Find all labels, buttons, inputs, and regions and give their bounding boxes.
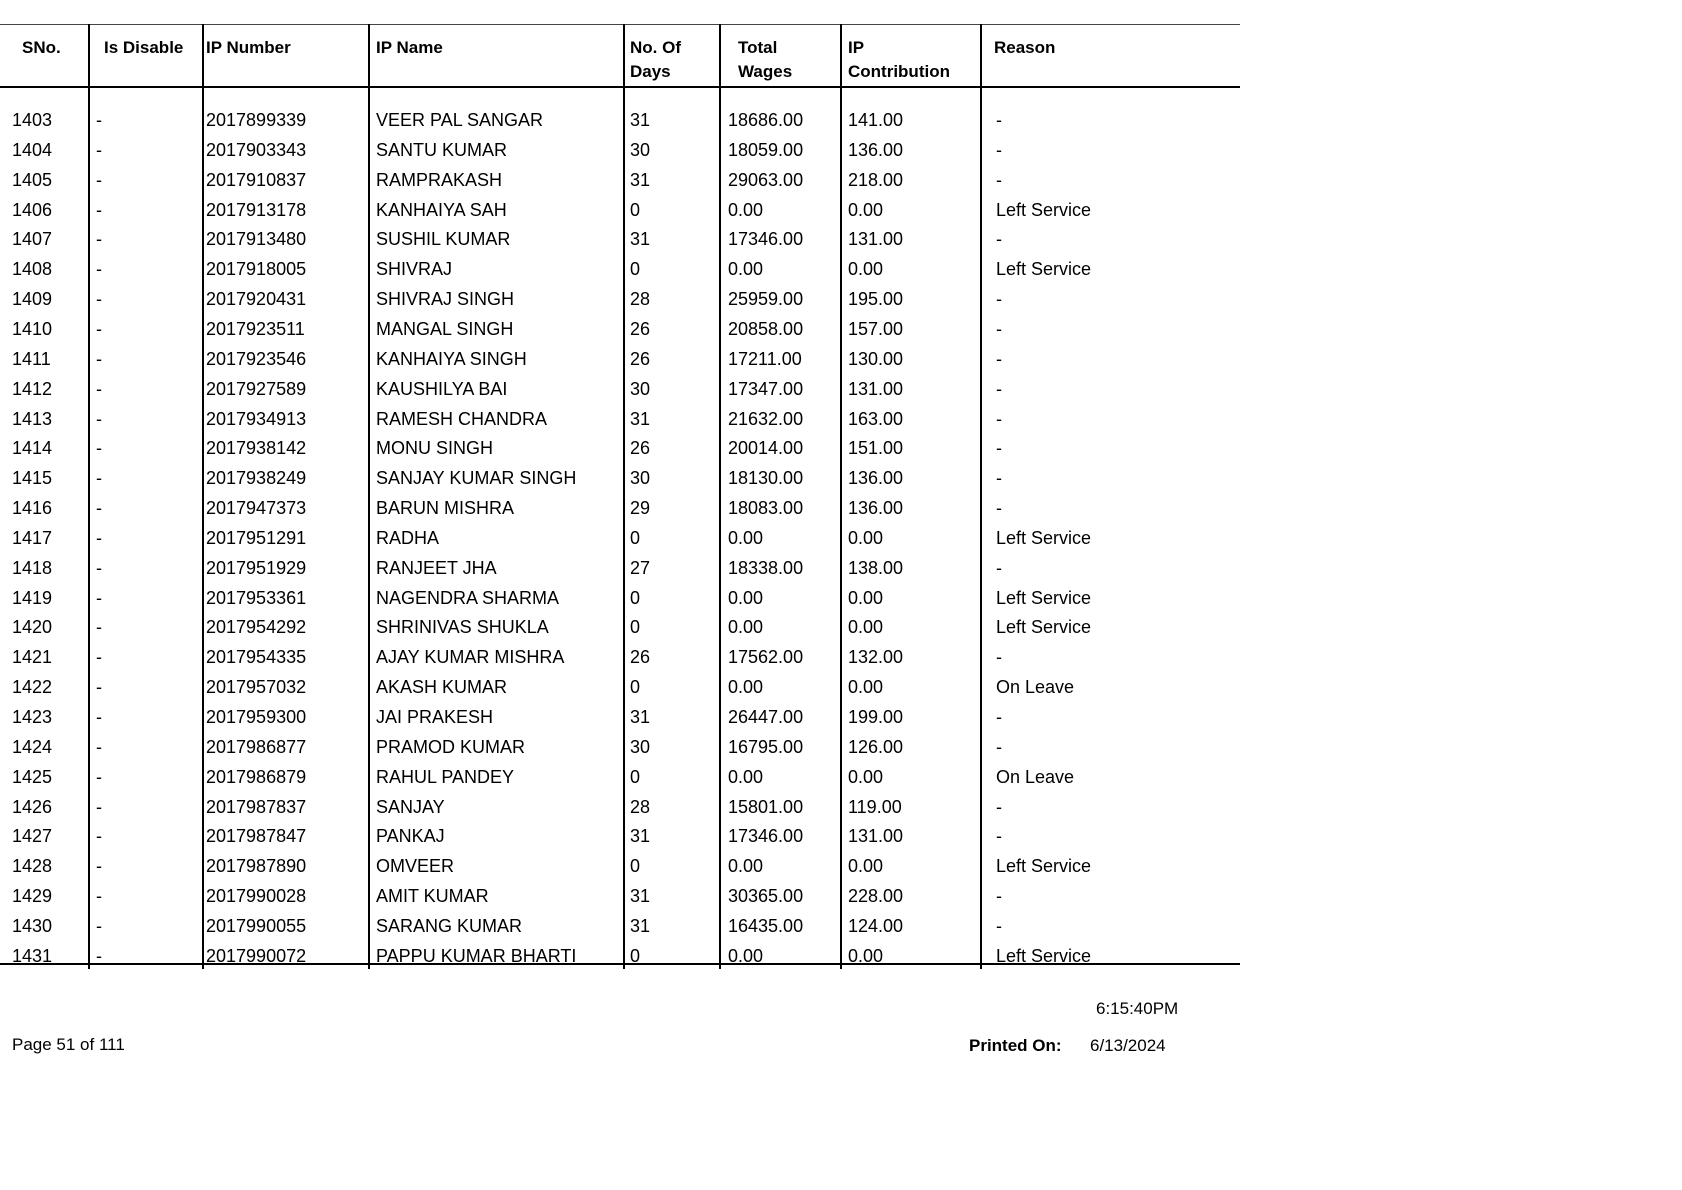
cell-reason: Left Service xyxy=(996,527,1092,548)
cell-ip-name: SHIVRAJ SINGH xyxy=(376,289,515,310)
cell-reason: - xyxy=(996,915,1002,936)
table-row xyxy=(0,523,1240,553)
cell-ip-name: SANTU KUMAR xyxy=(376,139,508,160)
table-row xyxy=(0,732,1240,762)
cell-wages: 17562.00 xyxy=(728,647,804,668)
cell-contribution: 136.00 xyxy=(848,139,904,160)
cell-days: 28 xyxy=(630,796,651,817)
cell-reason: Left Service xyxy=(996,199,1092,220)
cell-contribution: 119.00 xyxy=(848,796,902,817)
table-row xyxy=(0,941,1240,971)
cell-is-disable: - xyxy=(96,438,102,459)
cell-is-disable: - xyxy=(96,945,102,966)
cell-wages: 0.00 xyxy=(728,587,764,608)
cell-contribution: 132.00 xyxy=(848,647,904,668)
contribution-report-table xyxy=(0,24,1240,964)
cell-wages: 17346.00 xyxy=(728,826,804,847)
cell-sno: 1417 xyxy=(12,527,53,548)
cell-is-disable: - xyxy=(96,468,102,489)
cell-is-disable: - xyxy=(96,259,102,280)
page-number: Page 51 of 111 xyxy=(12,1035,125,1054)
cell-days: 0 xyxy=(630,617,641,638)
cell-days: 0 xyxy=(630,199,641,220)
cell-is-disable: - xyxy=(96,139,102,160)
cell-ip-number: 2017918005 xyxy=(206,259,307,280)
cell-wages: 16795.00 xyxy=(728,736,804,757)
cell-ip-name: RADHA xyxy=(376,527,440,548)
cell-days: 31 xyxy=(630,707,651,727)
cell-contribution: 136.00 xyxy=(848,468,904,489)
cell-wages: 17347.00 xyxy=(728,378,804,399)
cell-wages: 18083.00 xyxy=(728,498,804,519)
cell-wages: 0.00 xyxy=(728,945,764,966)
cell-ip-number: 2017938142 xyxy=(206,438,307,459)
cell-ip-number: 2017899339 xyxy=(206,110,307,130)
cell-contribution: 0.00 xyxy=(848,617,884,638)
cell-ip-name: RAHUL PANDEY xyxy=(376,766,515,787)
cell-ip-name: VEER PAL SANGAR xyxy=(376,110,544,130)
cell-is-disable: - xyxy=(96,707,102,727)
cell-ip-name: SANJAY KUMAR SINGH xyxy=(376,468,577,489)
cell-days: 31 xyxy=(630,169,651,190)
cell-days: 28 xyxy=(630,289,651,310)
cell-is-disable: - xyxy=(96,736,102,757)
cell-reason: Left Service xyxy=(996,587,1092,608)
cell-sno: 1420 xyxy=(12,617,53,638)
cell-ip-name: MONU SINGH xyxy=(376,438,493,459)
cell-sno: 1408 xyxy=(12,259,53,280)
table-top-rule xyxy=(0,24,1240,25)
cell-wages: 18059.00 xyxy=(728,139,804,160)
cell-contribution: 0.00 xyxy=(848,677,884,698)
table-row xyxy=(0,851,1240,881)
cell-ip-number: 2017934913 xyxy=(206,408,307,429)
cell-sno: 1415 xyxy=(12,468,53,489)
cell-ip-name: RAMPRAKASH xyxy=(376,169,503,190)
header-days-line2: Days xyxy=(630,62,671,81)
cell-ip-number: 2017959300 xyxy=(206,707,307,727)
cell-is-disable: - xyxy=(96,527,102,548)
cell-days: 0 xyxy=(630,766,641,787)
table-row xyxy=(0,583,1240,613)
cell-ip-name: RAMESH CHANDRA xyxy=(376,408,548,429)
cell-contribution: 218.00 xyxy=(848,169,904,190)
cell-is-disable: - xyxy=(96,766,102,787)
cell-reason: - xyxy=(996,468,1002,489)
cell-ip-number: 2017954335 xyxy=(206,647,307,668)
table-row xyxy=(0,284,1240,314)
cell-days: 30 xyxy=(630,139,651,160)
header-days-line1: No. Of xyxy=(630,38,681,57)
printed-on-label: Printed On: xyxy=(969,1036,1062,1055)
cell-reason: - xyxy=(996,318,1002,339)
table-row xyxy=(0,642,1240,672)
cell-is-disable: - xyxy=(96,199,102,220)
cell-reason: - xyxy=(996,408,1002,429)
cell-sno: 1430 xyxy=(12,915,53,936)
cell-wages: 17346.00 xyxy=(728,229,804,250)
cell-sno: 1410 xyxy=(12,318,53,339)
cell-sno: 1403 xyxy=(12,110,53,130)
cell-sno: 1411 xyxy=(12,348,51,369)
table-row xyxy=(0,105,1240,135)
printed-on-date: 6/13/2024 xyxy=(1090,1036,1166,1055)
cell-ip-number: 2017903343 xyxy=(206,139,307,160)
cell-ip-name: PANKAJ xyxy=(376,826,445,847)
print-time: 6:15:40PM xyxy=(1096,999,1179,1018)
cell-ip-name: KANHAIYA SAH xyxy=(376,199,507,220)
cell-ip-name: AKASH KUMAR xyxy=(376,677,508,698)
table-row xyxy=(0,612,1240,642)
cell-ip-number: 2017947373 xyxy=(206,498,307,519)
cell-is-disable: - xyxy=(96,348,102,369)
cell-sno: 1429 xyxy=(12,886,53,907)
cell-is-disable: - xyxy=(96,110,102,130)
cell-days: 26 xyxy=(630,348,651,369)
cell-reason: - xyxy=(996,498,1002,519)
cell-sno: 1404 xyxy=(12,139,53,160)
header-wages-line2: Wages xyxy=(738,62,793,81)
cell-contribution: 0.00 xyxy=(848,856,884,877)
cell-wages: 0.00 xyxy=(728,617,764,638)
cell-contribution: 0.00 xyxy=(848,766,884,787)
cell-ip-name: AMIT KUMAR xyxy=(376,886,489,907)
cell-sno: 1413 xyxy=(12,408,53,429)
cell-reason: - xyxy=(996,348,1002,369)
cell-reason: - xyxy=(996,707,1002,727)
cell-contribution: 131.00 xyxy=(848,229,904,250)
cell-ip-number: 2017938249 xyxy=(206,468,307,489)
cell-reason: Left Service xyxy=(996,856,1092,877)
cell-ip-number: 2017951291 xyxy=(206,527,307,548)
cell-reason: - xyxy=(996,736,1002,757)
cell-reason: - xyxy=(996,139,1002,160)
cell-ip-number: 2017913480 xyxy=(206,229,307,250)
cell-wages: 20858.00 xyxy=(728,318,804,339)
cell-ip-number: 2017927589 xyxy=(206,378,307,399)
cell-days: 0 xyxy=(630,856,641,877)
cell-sno: 1414 xyxy=(12,438,53,459)
table-row xyxy=(0,762,1240,792)
table-row xyxy=(0,792,1240,822)
cell-contribution: 124.00 xyxy=(848,915,904,936)
cell-ip-name: SARANG KUMAR xyxy=(376,915,523,936)
cell-reason: - xyxy=(996,826,1002,847)
cell-days: 0 xyxy=(630,945,641,966)
table-row xyxy=(0,702,1240,732)
cell-contribution: 0.00 xyxy=(848,587,884,608)
cell-days: 31 xyxy=(630,826,651,847)
table-row xyxy=(0,911,1240,941)
cell-sno: 1426 xyxy=(12,796,53,817)
cell-ip-name: KANHAIYA SINGH xyxy=(376,348,527,369)
cell-wages: 30365.00 xyxy=(728,886,804,907)
cell-days: 31 xyxy=(630,408,651,429)
cell-ip-number: 2017990028 xyxy=(206,886,307,907)
cell-is-disable: - xyxy=(96,915,102,936)
cell-wages: 0.00 xyxy=(728,527,764,548)
table-row xyxy=(0,344,1240,374)
cell-ip-name: MANGAL SINGH xyxy=(376,318,514,339)
cell-ip-name: RANJEET JHA xyxy=(376,557,497,578)
table-row xyxy=(0,553,1240,583)
cell-is-disable: - xyxy=(96,169,102,190)
table-row xyxy=(0,493,1240,523)
cell-contribution: 0.00 xyxy=(848,259,884,280)
cell-is-disable: - xyxy=(96,318,102,339)
cell-sno: 1407 xyxy=(12,229,53,250)
cell-ip-number: 2017987837 xyxy=(206,796,307,817)
cell-contribution: 157.00 xyxy=(848,318,904,339)
cell-reason: - xyxy=(996,169,1002,190)
cell-is-disable: - xyxy=(96,647,102,668)
cell-wages: 0.00 xyxy=(728,856,764,877)
cell-ip-number: 2017987847 xyxy=(206,826,307,847)
cell-ip-number: 2017951929 xyxy=(206,557,307,578)
cell-days: 0 xyxy=(630,527,641,548)
cell-wages: 26447.00 xyxy=(728,707,804,727)
cell-days: 27 xyxy=(630,557,651,578)
cell-ip-name: KAUSHILYA BAI xyxy=(376,378,508,399)
cell-ip-name: PAPPU KUMAR BHARTI xyxy=(376,945,577,966)
header-contribution-line1: IP xyxy=(848,38,865,57)
cell-sno: 1424 xyxy=(12,736,53,757)
cell-days: 30 xyxy=(630,468,651,489)
cell-wages: 18686.00 xyxy=(728,110,804,130)
cell-ip-number: 2017954292 xyxy=(206,617,307,638)
table-row xyxy=(0,135,1240,165)
cell-ip-number: 2017986879 xyxy=(206,766,307,787)
cell-ip-name: OMVEER xyxy=(376,856,455,877)
cell-contribution: 0.00 xyxy=(848,199,884,220)
cell-contribution: 0.00 xyxy=(848,527,884,548)
cell-contribution: 126.00 xyxy=(848,736,904,757)
cell-contribution: 199.00 xyxy=(848,707,904,727)
cell-ip-name: SUSHIL KUMAR xyxy=(376,229,511,250)
header-wages-line1: Total xyxy=(738,38,778,57)
cell-sno: 1419 xyxy=(12,587,53,608)
cell-reason: On Leave xyxy=(996,766,1075,787)
cell-days: 26 xyxy=(630,318,651,339)
table-row xyxy=(0,404,1240,434)
cell-ip-number: 2017957032 xyxy=(206,677,307,698)
cell-ip-name: SHRINIVAS SHUKLA xyxy=(376,617,549,638)
header-ip-name: IP Name xyxy=(376,38,443,57)
cell-sno: 1406 xyxy=(12,199,53,220)
header-rule xyxy=(0,86,1240,88)
cell-is-disable: - xyxy=(96,378,102,399)
cell-is-disable: - xyxy=(96,796,102,817)
cell-is-disable: - xyxy=(96,886,102,907)
cell-wages: 18338.00 xyxy=(728,557,804,578)
table-row xyxy=(0,374,1240,404)
cell-sno: 1421 xyxy=(12,647,53,668)
cell-wages: 0.00 xyxy=(728,677,764,698)
cell-reason: - xyxy=(996,110,1002,130)
cell-wages: 18130.00 xyxy=(728,468,804,489)
cell-sno: 1425 xyxy=(12,766,53,787)
table-row xyxy=(0,463,1240,493)
cell-reason: - xyxy=(996,647,1002,668)
cell-wages: 0.00 xyxy=(728,199,764,220)
cell-ip-number: 2017986877 xyxy=(206,736,307,757)
cell-contribution: 130.00 xyxy=(848,348,904,369)
cell-ip-number: 2017913178 xyxy=(206,199,307,220)
table-row xyxy=(0,165,1240,195)
header-ip-number: IP Number xyxy=(206,38,291,57)
cell-days: 31 xyxy=(630,229,651,250)
cell-reason: Left Service xyxy=(996,945,1092,966)
cell-is-disable: - xyxy=(96,498,102,519)
cell-wages: 16435.00 xyxy=(728,915,804,936)
cell-is-disable: - xyxy=(96,617,102,638)
table-row xyxy=(0,821,1240,851)
cell-contribution: 131.00 xyxy=(848,826,904,847)
cell-ip-name: JAI PRAKESH xyxy=(376,707,494,727)
cell-is-disable: - xyxy=(96,826,102,847)
cell-ip-number: 2017987890 xyxy=(206,856,307,877)
cell-ip-number: 2017910837 xyxy=(206,169,307,190)
cell-ip-number: 2017990055 xyxy=(206,915,307,936)
cell-ip-number: 2017923546 xyxy=(206,348,307,369)
table-row xyxy=(0,672,1240,702)
cell-sno: 1416 xyxy=(12,498,53,519)
cell-reason: - xyxy=(996,796,1002,817)
cell-ip-name: NAGENDRA SHARMA xyxy=(376,587,560,608)
cell-ip-name: PRAMOD KUMAR xyxy=(376,736,526,757)
header-is-disable: Is Disable xyxy=(104,38,184,57)
cell-is-disable: - xyxy=(96,677,102,698)
header-reason: Reason xyxy=(994,38,1056,57)
cell-reason: - xyxy=(996,438,1002,459)
table-row xyxy=(0,314,1240,344)
cell-days: 31 xyxy=(630,886,651,907)
cell-sno: 1423 xyxy=(12,707,53,727)
cell-wages: 29063.00 xyxy=(728,169,804,190)
cell-wages: 25959.00 xyxy=(728,289,804,310)
cell-contribution: 228.00 xyxy=(848,886,904,907)
cell-wages: 0.00 xyxy=(728,259,764,280)
cell-days: 26 xyxy=(630,438,651,459)
cell-reason: Left Service xyxy=(996,617,1092,638)
cell-ip-name: BARUN MISHRA xyxy=(376,498,515,519)
cell-sno: 1428 xyxy=(12,856,53,877)
cell-sno: 1427 xyxy=(12,826,53,847)
cell-ip-number: 2017990072 xyxy=(206,945,307,966)
cell-ip-number: 2017953361 xyxy=(206,587,307,608)
cell-sno: 1409 xyxy=(12,289,53,310)
cell-ip-name: SANJAY xyxy=(376,796,445,817)
cell-wages: 17211.00 xyxy=(728,348,802,369)
cell-ip-number: 2017923511 xyxy=(206,318,305,339)
cell-contribution: 195.00 xyxy=(848,289,904,310)
cell-sno: 1431 xyxy=(12,945,53,966)
cell-is-disable: - xyxy=(96,289,102,310)
cell-reason: On Leave xyxy=(996,677,1075,698)
cell-contribution: 131.00 xyxy=(848,378,904,399)
cell-reason: - xyxy=(996,378,1002,399)
cell-days: 26 xyxy=(630,647,651,668)
cell-ip-number: 2017920431 xyxy=(206,289,307,310)
cell-days: 0 xyxy=(630,677,641,698)
header-sno: SNo. xyxy=(22,38,61,57)
cell-days: 30 xyxy=(630,736,651,757)
cell-ip-name: AJAY KUMAR MISHRA xyxy=(376,647,565,668)
table-row xyxy=(0,433,1240,463)
cell-reason: - xyxy=(996,886,1002,907)
cell-is-disable: - xyxy=(96,587,102,608)
cell-sno: 1405 xyxy=(12,169,53,190)
table-row xyxy=(0,881,1240,911)
cell-wages: 0.00 xyxy=(728,766,764,787)
cell-days: 29 xyxy=(630,498,651,519)
cell-wages: 21632.00 xyxy=(728,408,804,429)
cell-days: 31 xyxy=(630,915,651,936)
cell-contribution: 136.00 xyxy=(848,498,904,519)
cell-is-disable: - xyxy=(96,557,102,578)
cell-ip-name: SHIVRAJ xyxy=(376,259,453,280)
cell-days: 31 xyxy=(630,110,651,130)
cell-days: 0 xyxy=(630,587,641,608)
cell-reason: - xyxy=(996,229,1002,250)
table-row xyxy=(0,195,1240,225)
cell-reason: Left Service xyxy=(996,259,1092,280)
table-row xyxy=(0,224,1240,254)
cell-reason: - xyxy=(996,289,1002,310)
cell-reason: - xyxy=(996,557,1002,578)
cell-is-disable: - xyxy=(96,229,102,250)
cell-sno: 1418 xyxy=(12,557,53,578)
cell-is-disable: - xyxy=(96,408,102,429)
cell-contribution: 141.00 xyxy=(848,110,904,130)
cell-is-disable: - xyxy=(96,856,102,877)
table-row xyxy=(0,254,1240,284)
cell-contribution: 0.00 xyxy=(848,945,884,966)
cell-contribution: 151.00 xyxy=(848,438,904,459)
header-contribution-line2: Contribution xyxy=(848,62,950,81)
cell-wages: 15801.00 xyxy=(728,796,804,817)
cell-days: 0 xyxy=(630,259,641,280)
cell-wages: 20014.00 xyxy=(728,438,804,459)
cell-sno: 1422 xyxy=(12,677,53,698)
cell-contribution: 163.00 xyxy=(848,408,904,429)
cell-sno: 1412 xyxy=(12,378,53,399)
cell-days: 30 xyxy=(630,378,651,399)
cell-contribution: 138.00 xyxy=(848,557,904,578)
